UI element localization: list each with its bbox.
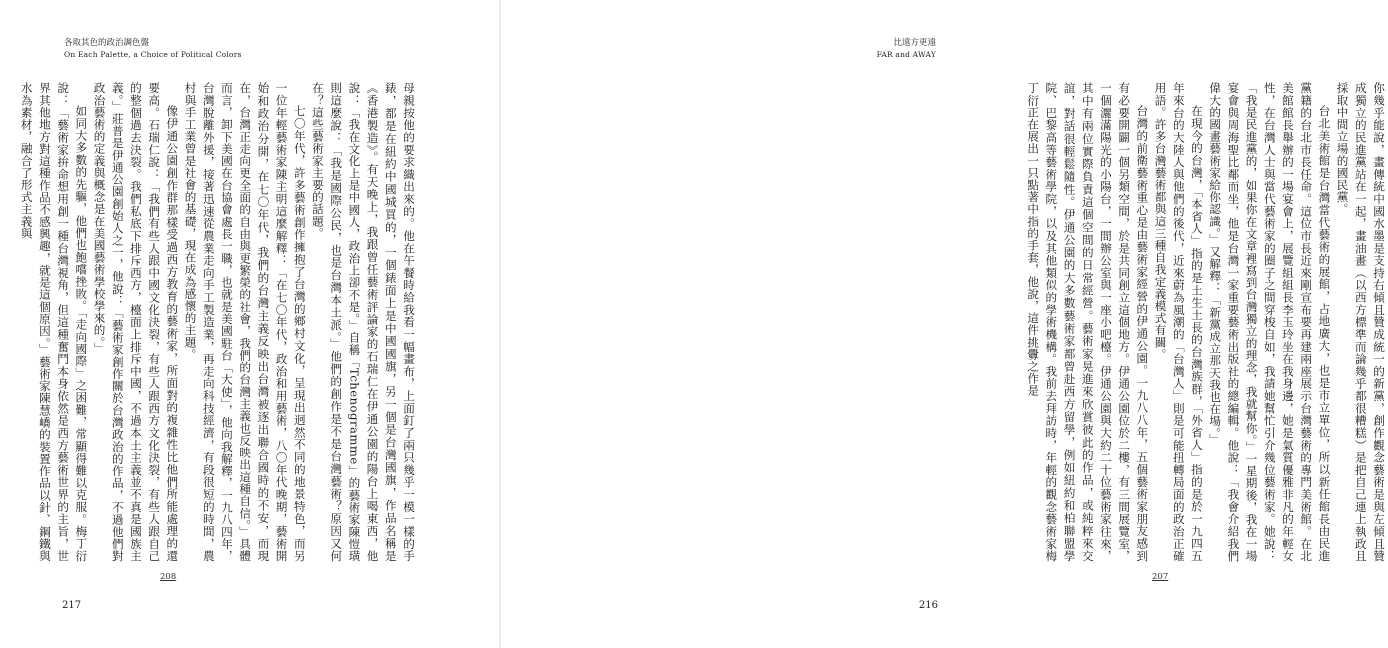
left-running-head-en: On Each Palette, a Choice of Political Colors: [64, 50, 242, 59]
paragraph: 如同大多數的先驅，他們也飽嚐挫敗。「走向國際」之困難，常顯得難以克服。梅丁衍說：「藝術家拚命想用創一種台灣視角，但這種奮鬥本身依然是西方藝術世界的主旨，世界其他地方對這種作品不感興趣，就是這個原因。」藝術家陳慧嶠的裝置作品以針、鋼鐵與水為素材，融合了形式主義與: [19, 82, 89, 562]
left-page: [0, 0, 500, 648]
right-page: [500, 0, 1386, 648]
right-running-head-en: FAR and AWAY: [876, 50, 936, 59]
right-running-head-zh: 比遠方更遠: [893, 38, 936, 48]
right-body-text: [1026, 82, 1388, 562]
paragraph: 在現今的台灣，「本省人」指的是土生土長的台灣族群，「外省人」指的是於一九四五年來台的大陸人與他們的後代，近來蔚為風潮的「台灣人」則是可能扭轉局面的政治正確用語。許多台灣藝術都與這三種自我定義模式有關。: [1153, 82, 1204, 562]
left-footnote-ref: 208: [160, 572, 177, 582]
paragraph: 你幾乎能說，畫傳統中國水墨是支持右傾且贊成統一的新黨，創作觀念藝術是與左傾且贊成獨立的民進黨站在一起，畫油畫（以西方標準而論幾乎都很糟糕）是把自己連上執政且採取中間立場的國民黨。: [1335, 82, 1386, 562]
right-page-number: 216: [918, 600, 938, 611]
paragraph: 像伊通公園創作群那樣受過西方教育的藝術家，所面對的複雜性比他們所能處理的還要高。石瑞仁說：「我們有些人跟中國文化決裂，有些人跟西方文化決裂，有些人跟自己的整個過去決裂。我們私底下排斥西方，檯面上排斥中國，不過本土主義並不真是國族主義。」莊普是伊通公園創始人之一，他說：「藝術家創作關於台灣政治的作品，不過他們對政治藝術的定義與概念是在美國藝術學校學來的。」: [92, 82, 180, 562]
left-running-head: [64, 37, 242, 61]
left-running-head-zh: 各取其色的政治調色盤: [64, 38, 150, 48]
paragraph: 台灣的前衛藝術重心是由藝術家經營的伊通公園。一九八八年，五個藝術家朋友感到有必要開闢一個另類空間，於是共同創立這個地方。伊通公園位於二樓，有三間展覽室，一個灑滿陽光的小陽台，一間辦公室與一座小吧檯。伊通公園與大約二十位藝術家往來，其中有兩位實際負責這個空間的日常經營。藝術家晃進來欣賞彼此的作品，或純粹來交誼，對話很輕鬆隨性。伊通公園的大多數藝術家都曾赴西方留學，例如紐約和柏聯盟學院、巴黎高等藝術學院，以及其他類似的學術機構。我前去拜訪時，年輕的觀念藝術家梅丁衍正在展出一只點著中指的手套，他說，這件挑釁之作是: [1026, 82, 1150, 562]
paragraph: 台北美術館是台灣當代藝術的展館，占地廣大，也是市立單位，所以新任館長由民進黨籍的台北市長任命。這位市長近來剛宣布要再建兩座展示台灣藝術的專門美術館。在北美館館長舉辦的一場宴會上，展覽組組長李玉玲坐在我身邊，她是氣質優雅非凡的年輕女性，在台灣人士與當代藝術家的圈子之間穿梭自如，我請她幫忙引介幾位藝術家。她說：「我是民進黨的，如果你在文章裡寫到台灣獨立的理念，我就幫你。」一星期後，我在一場宴會與周海聖比鄰而坐，他是台灣一家重要藝術出版社的總編輯。他說：「我會介紹我們偉大的國畫藝術家給你認識。」又解釋：「新黨成立那天我也在場。」: [1208, 82, 1332, 562]
paragraph: 七〇年代，許多藝術創作擁抱了台灣的鄉村文化，呈現出迥然不同的地景特色，而另一位年輕藝術家陳主明這麼解釋：「在七〇年代，政治和用藝術，八〇年代晚期，藝術開始和政治分開，在七〇年代，我們的台灣主義反映出台灣被逐出聯合國時的不安，而現在，台灣正走向更全面的自由與更繁榮的社會，我們的台灣主義也反映出這種自信。」具體而言，卸下美國在台協會處長一職，也就是美國駐台「大使」，他向我解釋，一九八四年，台灣脫離外援，接著迅速從農業走向手工製造業，再走向科技經濟，有段很短的時間，農村與手工業曾是社會的基礎，現在成為感懷的主題。: [183, 82, 307, 562]
left-page-number: 217: [62, 600, 82, 611]
left-body-text: [19, 82, 418, 562]
right-footnote-ref: 207: [1152, 572, 1169, 582]
paragraph: 母親按他的要求織出來的。他在午餐時給我看一幅畫布，上面釘了兩只幾乎一模一樣的手錶，都是在紐約中國城買的，一個錶面上是中國國旗，另一個是台灣國旗，作品名稱是《香港製造》。有天晚上，我跟曾任藝術評論家的石瑞仁在伊通公園的陽台上喝東西，他說：「我在文化上是中國人，政治上卻不是。」自稱「Tchenogramme」的藝術家陳愷璜則這麼說：「我是國際公民，也是台灣本土派。」他們的創作是不是台灣藝術？原因又何在？這些藝術家主要的話題。: [310, 82, 416, 562]
right-running-head: [877, 37, 936, 61]
